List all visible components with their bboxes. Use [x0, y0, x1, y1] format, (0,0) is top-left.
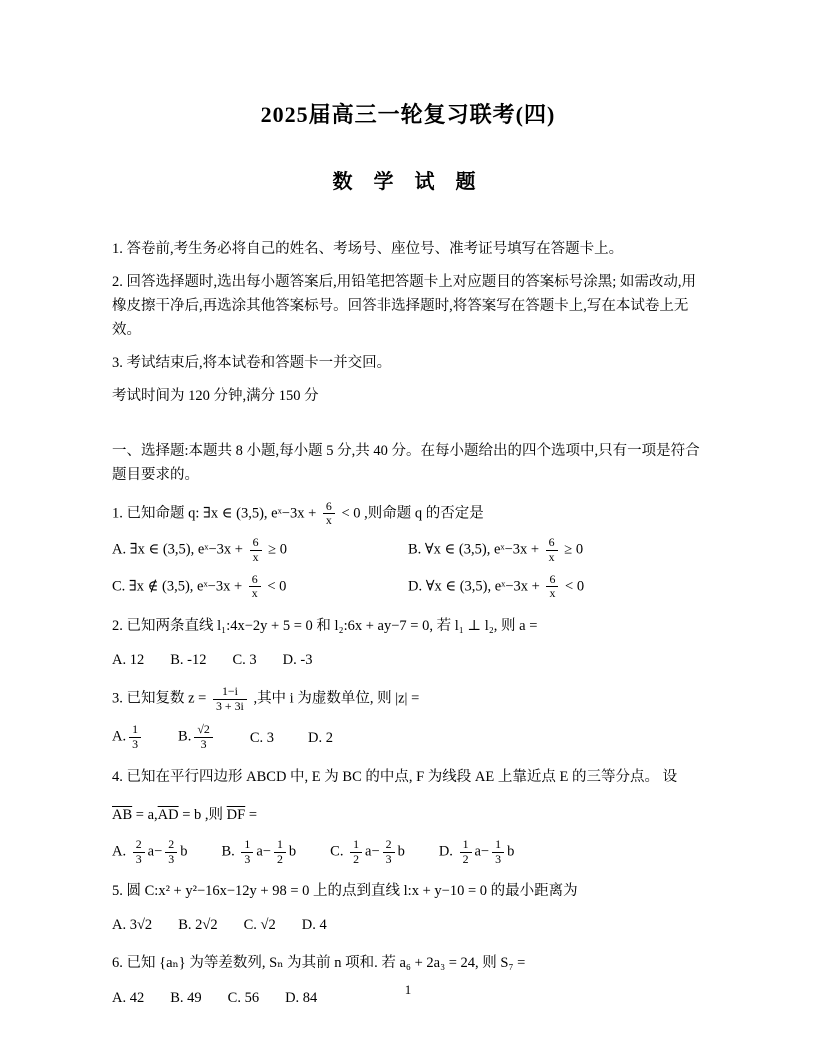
option-c: C. 56 — [227, 989, 260, 1006]
fraction-numerator: 6 — [546, 573, 558, 588]
option-c — [112, 573, 408, 601]
fraction-numerator: 1 — [492, 838, 504, 853]
option-label: D. — [438, 843, 457, 860]
fraction — [323, 500, 335, 528]
math-segment: a− — [365, 843, 380, 860]
fraction-numerator: 2 — [165, 838, 177, 853]
fraction — [350, 838, 362, 866]
option-c: C. 3 — [249, 729, 274, 746]
option-text: ≥ 0 — [264, 541, 287, 558]
question-4-options — [112, 838, 704, 866]
option-label: A. — [112, 728, 127, 745]
fraction-denominator: 2 — [353, 851, 360, 866]
fraction — [492, 838, 504, 866]
math-segment: a− — [474, 843, 490, 860]
option-text: < 0 — [263, 578, 287, 594]
fraction — [546, 536, 558, 564]
math-segment: a− — [256, 843, 271, 860]
fraction-numerator: 6 — [323, 500, 335, 515]
math-segment: = — [245, 806, 258, 823]
option-text: < 0 — [561, 578, 585, 594]
question-3-stem — [112, 685, 704, 713]
question-6 — [112, 950, 704, 1010]
section-1-heading: 一、选择题:本题共 8 小题,每小题 5 分,共 40 分。在每小题给出的四个选项中,只有一项是符合题目要求的。 — [112, 442, 700, 484]
fraction-denominator: 3 — [135, 851, 142, 866]
option-b: B. -12 — [170, 651, 207, 668]
option-a — [112, 838, 187, 866]
option-a — [112, 723, 144, 751]
fraction-denominator: 3 — [244, 851, 251, 866]
option-label: B. — [178, 728, 192, 745]
fraction-numerator: 1 — [274, 838, 286, 853]
fraction-numerator: 6 — [546, 536, 558, 551]
option-b — [408, 536, 704, 564]
exam-title: 2025届高三一轮复习联考(四) — [260, 102, 556, 127]
fraction-denominator: x — [548, 549, 555, 564]
option-b: B. 49 — [170, 989, 202, 1006]
question-2 — [112, 613, 704, 673]
option-c: C. √2 — [243, 917, 276, 934]
fraction-numerator: 1 — [460, 838, 472, 853]
option-d — [408, 573, 704, 601]
fraction-numerator: 6 — [249, 573, 261, 588]
fraction-numerator: 2 — [383, 838, 395, 853]
vector-df: $\overline{DF}$ — [226, 806, 246, 823]
instruction-1: 1. 答卷前,考生务必将自己的姓名、考场号、座位号、准考证号填写在答题卡上。 — [112, 241, 624, 257]
option-text: B. ∀x ∈ (3,5), eˣ−3x + — [408, 541, 543, 558]
exam-duration: 考试时间为 120 分钟,满分 150 分 — [112, 387, 319, 404]
fraction-denominator: 3 — [385, 851, 392, 866]
fraction-denominator: x — [325, 513, 332, 528]
fraction-denominator: 3 — [168, 851, 175, 866]
fraction-numerator: 1 — [350, 838, 362, 853]
fraction-denominator: 3 — [495, 851, 502, 866]
option-text: C. ∃x ∉ (3,5), eˣ−3x + — [112, 578, 246, 594]
fraction-denominator: 3 — [132, 737, 139, 752]
question-4-stem-line-2 — [112, 802, 704, 828]
fraction-numerator: 1 — [241, 838, 253, 853]
question-1 — [112, 500, 704, 601]
option-label: A. — [112, 843, 130, 860]
math-segment: b — [397, 843, 405, 860]
option-b — [178, 723, 216, 751]
option-d: D. 2 — [307, 729, 333, 746]
math-segment: = b ,则 — [178, 806, 227, 823]
fraction — [194, 723, 212, 751]
math-segment: 3. 已知复数 z = — [112, 690, 210, 707]
instruction-2: 2. 回答选择题时,选出每小题答案后,用铅笔把答题卡上对应题目的答案标号涂黑; 如需改动,用橡皮擦干净后,再选涂其他答案标号。回答非选择题时,将答案写在答题卡上,写在本试卷上无效。 — [112, 273, 697, 338]
option-d — [439, 838, 514, 866]
option-d: D. -3 — [282, 651, 313, 668]
question-3 — [112, 685, 704, 752]
exam-subtitle: 数 学 试 题 — [332, 171, 484, 193]
option-d: D. 4 — [301, 917, 327, 934]
fraction-denominator: x — [252, 549, 259, 564]
fraction — [133, 838, 145, 866]
option-a: A. 3√2 — [112, 917, 153, 934]
math-segment: ,其中 i 为虚数单位, 则 |z| = — [249, 690, 420, 707]
math-segment: b — [180, 843, 188, 860]
option-c: C. 3 — [232, 651, 257, 668]
option-text: D. ∀x ∈ (3,5), eˣ−3x + — [408, 578, 544, 594]
fraction — [213, 685, 247, 713]
fraction-numerator: 2 — [133, 838, 145, 853]
question-2-options — [112, 647, 704, 673]
question-3-options — [112, 723, 704, 751]
fraction — [274, 838, 286, 866]
question-2-stem: 2. 已知两条直线 l₁:4x−2y + 5 = 0 和 l₂:6x + ay−7 = 0, 若 l₁ ⊥ l₂, 则 a = — [112, 617, 538, 634]
option-a — [112, 536, 408, 564]
fraction-numerator: 1 — [129, 723, 141, 738]
option-d: D. 84 — [285, 989, 318, 1006]
fraction — [250, 536, 262, 564]
fraction — [241, 838, 253, 866]
fraction — [460, 838, 472, 866]
instruction-3: 3. 考试结束后,将本试卷和答题卡一并交回。 — [112, 354, 392, 371]
question-1-stem — [112, 500, 704, 528]
question-4-stem-line-1: 4. 已知在平行四边形 ABCD 中, E 为 BC 的中点, F 为线段 AE 上靠近点 E 的三等分点。 设 — [112, 768, 678, 785]
fraction — [249, 573, 261, 601]
fraction-denominator: 3 — [200, 737, 207, 752]
option-text: A. ∃x ∈ (3,5), eˣ−3x + — [112, 541, 247, 558]
fraction-denominator: x — [251, 586, 258, 601]
fraction — [165, 838, 177, 866]
option-a: A. 12 — [112, 651, 145, 668]
fraction-denominator: 2 — [462, 851, 469, 866]
math-segment: 1. 已知命题 q: ∃x ∈ (3,5), eˣ−3x + — [112, 505, 320, 522]
question-5-options — [112, 912, 704, 938]
vector-ad: $\overline{AD}$ — [157, 806, 179, 823]
option-c — [330, 838, 405, 866]
fraction-denominator: x — [549, 586, 556, 601]
fraction-numerator: √2 — [194, 723, 212, 738]
option-text: ≥ 0 — [560, 541, 584, 558]
question-5-stem: 5. 圆 C:x² + y²−16x−12y + 98 = 0 上的点到直线 l:x + y−10 = 0 的最小距离为 — [112, 883, 578, 900]
question-4 — [112, 764, 704, 867]
question-1-options-row-1 — [112, 536, 704, 564]
fraction — [383, 838, 395, 866]
fraction-denominator: 2 — [276, 851, 283, 866]
question-1-options-row-2 — [112, 573, 704, 601]
option-a: A. 42 — [112, 989, 145, 1006]
fraction-numerator: 1−i — [213, 685, 247, 700]
option-label: C. — [330, 843, 348, 860]
math-segment: = a, — [132, 806, 158, 823]
option-b — [221, 838, 296, 866]
fraction — [129, 723, 141, 751]
fraction-denominator: 3 + 3i — [216, 698, 244, 713]
vector-ab: $\overline{AB}$ — [112, 806, 133, 823]
math-segment: b — [507, 843, 515, 860]
math-segment: b — [288, 843, 297, 860]
question-6-stem: 6. 已知 {aₙ} 为等差数列, Sₙ 为其前 n 项和. 若 a₆ + 2a₃ = 24, 则 S₇ = — [112, 955, 526, 972]
fraction — [546, 573, 558, 601]
fraction-numerator: 6 — [250, 536, 262, 551]
exam-instructions — [112, 238, 704, 409]
question-5 — [112, 878, 704, 938]
option-b: B. 2√2 — [178, 917, 218, 934]
option-label: B. — [221, 843, 239, 860]
page-number: 1 — [404, 982, 412, 997]
math-segment: a− — [147, 843, 163, 860]
math-segment: < 0 ,则命题 q 的否定是 — [337, 505, 484, 522]
